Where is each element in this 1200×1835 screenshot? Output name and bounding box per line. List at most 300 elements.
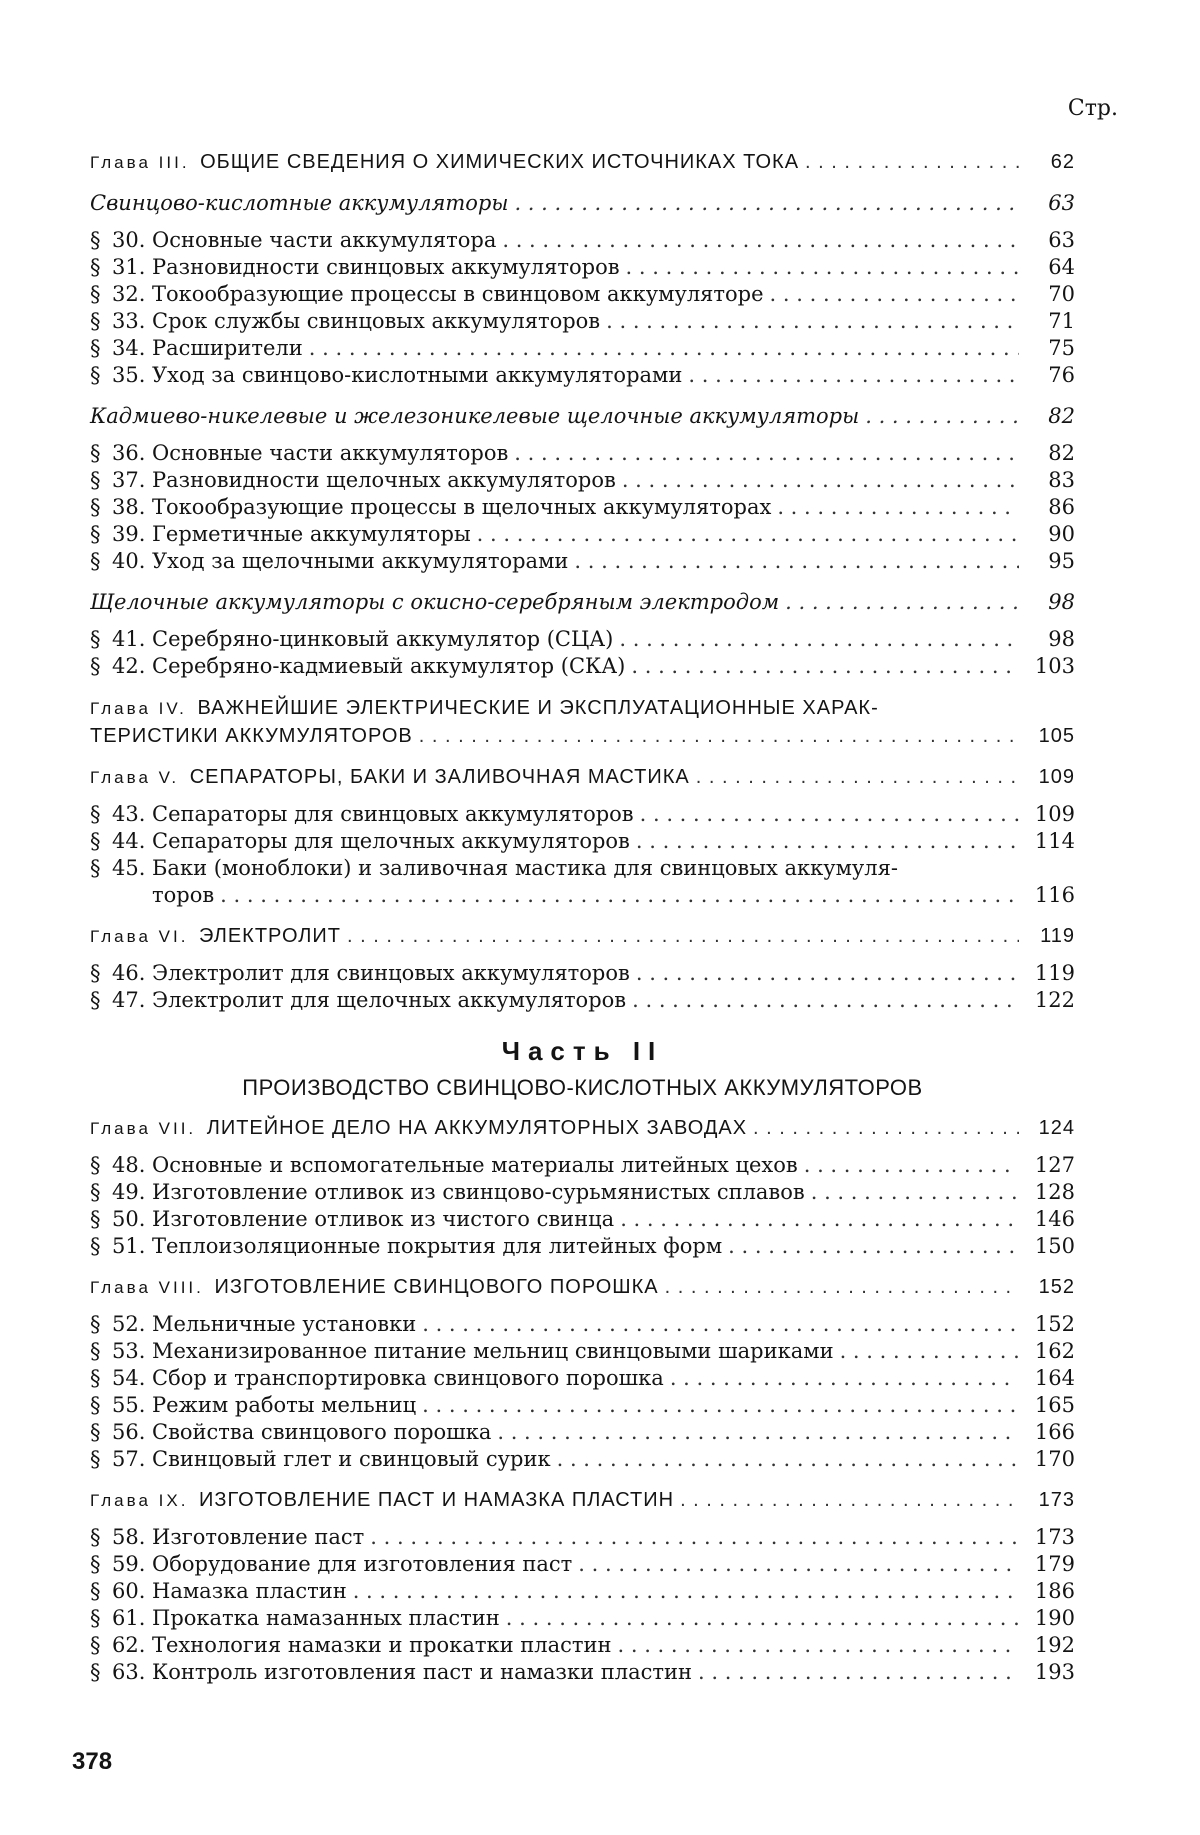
toc-page-number: 122 (1034, 988, 1075, 1012)
toc-entry-title (90, 694, 1075, 723)
toc-section-60 (90, 1578, 1075, 1605)
toc-group-lead-acid (90, 190, 1075, 217)
toc-entry-title (90, 1115, 747, 1142)
toc-entry-title: Свинцово-кислотные аккумуляторы (90, 191, 509, 215)
toc-entry-title: Разновидности свинцовых аккумуляторов (152, 255, 620, 279)
toc-entry-title: Изготовление отливок из чистого свинца (152, 1207, 615, 1231)
section-number: 50. (112, 1207, 146, 1231)
section-number: 62. (112, 1633, 146, 1657)
leader-dots (785, 589, 1019, 616)
section-number: 42. (112, 654, 146, 678)
toc-entry-title: Сепараторы для щелочных аккумуляторов (152, 829, 630, 853)
toc-page-number: 162 (1034, 1339, 1075, 1363)
toc-page-number: 170 (1034, 1447, 1075, 1471)
toc-chapter-4 (90, 694, 1075, 750)
leader-dots (636, 960, 1019, 987)
toc-entry-title: Герметичные аккумуляторы (152, 522, 471, 546)
toc-entry-title: Изготовление паст (152, 1525, 365, 1549)
toc-page-number: 124 (1038, 1117, 1075, 1139)
toc-page-number: 165 (1034, 1393, 1075, 1417)
toc-entry-title: Свинцовый глет и свинцовый сурик (152, 1447, 551, 1471)
leader-dots (347, 923, 1019, 950)
section-number: 51. (112, 1234, 146, 1258)
leader-dots (514, 440, 1019, 467)
toc-section-35 (90, 362, 1075, 389)
toc-chapter-6 (90, 923, 1075, 950)
toc-entry-title: ЭЛЕКТРОЛИТ (199, 925, 341, 947)
toc-entry-title (90, 1524, 364, 1551)
section-sign: § (90, 336, 101, 360)
toc-section-44 (90, 828, 1075, 855)
section-number: 34. (112, 336, 146, 360)
section-sign: § (90, 309, 101, 333)
leader-dots (698, 1659, 1019, 1686)
toc-entry-title (90, 653, 625, 680)
toc-entry-title (90, 1392, 416, 1419)
toc-entry-title (90, 467, 616, 494)
toc-entry-title (90, 1551, 572, 1578)
toc-entry-title: Электролит для щелочных аккумуляторов (152, 988, 627, 1012)
toc-page-number: 164 (1034, 1366, 1075, 1390)
toc-page-number: 83 (1048, 468, 1075, 492)
section-sign: § (90, 1633, 101, 1657)
toc-entry-title: Режим работы мельниц (152, 1393, 417, 1417)
toc-entry-title: Свойства свинцового порошка (152, 1420, 492, 1444)
toc-entry-title: СЕПАРАТОРЫ, БАКИ И ЗАЛИВОЧНАЯ МАСТИКА (189, 766, 690, 788)
toc-entry-title: Прокатка намазанных пластин (152, 1606, 500, 1630)
leader-dots (865, 403, 1019, 430)
toc-section-45 (90, 855, 1075, 909)
toc-entry-title (90, 1659, 692, 1686)
section-number: 43. (112, 802, 146, 826)
toc-page-number: 119 (1034, 961, 1075, 985)
toc-page-number: 63 (1048, 191, 1075, 215)
toc-page-number: 64 (1048, 255, 1075, 279)
toc-entry-title (90, 362, 682, 389)
toc-entry-title (90, 1578, 347, 1605)
toc-section-51 (90, 1233, 1075, 1260)
toc-entry-title (90, 1311, 416, 1338)
leader-dots (728, 1233, 1019, 1260)
toc-page-number: 152 (1038, 1276, 1075, 1298)
chapter-label: Глава V. (90, 768, 180, 787)
toc-section-49 (90, 1179, 1075, 1206)
toc-entry-title: Щелочные аккумуляторы с окисно-серебряным электродом (90, 590, 780, 614)
section-sign: § (90, 1525, 101, 1549)
toc-section-63 (90, 1659, 1075, 1686)
toc-chapter-9 (90, 1487, 1075, 1514)
section-sign: § (90, 961, 101, 985)
toc-page-number: 193 (1034, 1660, 1075, 1684)
leader-dots (422, 1392, 1019, 1419)
section-sign: § (90, 802, 101, 826)
toc-page-number: 82 (1048, 404, 1075, 428)
leader-dots (631, 653, 1019, 680)
toc-entry-title (90, 335, 303, 362)
toc-page-number: 192 (1034, 1633, 1075, 1657)
chapter-label: Глава III. (90, 153, 190, 172)
section-number: 55. (112, 1393, 146, 1417)
section-number: 44. (112, 829, 146, 853)
page-column-label: Стр. (1067, 96, 1118, 121)
toc-entry-title (90, 1179, 805, 1206)
toc-section-57 (90, 1446, 1075, 1473)
leader-dots (422, 1311, 1019, 1338)
toc-page-number: 109 (1038, 766, 1075, 788)
toc-entry-title (90, 1487, 674, 1514)
leader-dots (626, 254, 1019, 281)
leader-dots (840, 1338, 1019, 1365)
section-number: 32. (112, 282, 146, 306)
toc-page-number: 90 (1048, 522, 1075, 546)
toc-entry-title: Расширители (152, 336, 303, 360)
section-sign: § (90, 1447, 101, 1471)
toc-page-number: 146 (1034, 1207, 1075, 1231)
toc-entry-title: Уход за щелочными аккумуляторами (152, 549, 569, 573)
leader-dots (670, 1365, 1019, 1392)
section-sign: § (90, 468, 101, 492)
toc-section-30 (90, 227, 1075, 254)
toc-section-55 (90, 1392, 1075, 1419)
toc-section-61 (90, 1605, 1075, 1632)
toc-section-33 (90, 308, 1075, 335)
toc-section-47 (90, 987, 1075, 1014)
leader-dots (632, 987, 1019, 1014)
section-number: 48. (112, 1153, 146, 1177)
toc-entry-title: Электролит для свинцовых аккумуляторов (152, 961, 630, 985)
leader-dots (640, 801, 1019, 828)
toc-entry-title (90, 1274, 659, 1301)
section-sign: § (90, 829, 101, 853)
toc-entry-title: ОБЩИЕ СВЕДЕНИЯ О ХИМИЧЕСКИХ ИСТОЧНИКАХ ТОКА (200, 151, 800, 173)
section-number: 57. (112, 1447, 146, 1471)
toc-page-number: 82 (1048, 441, 1075, 465)
toc-entry-title (90, 828, 630, 855)
toc-entry-title: Кадмиево-никелевые и железоникелевые щелочные аккумуляторы (90, 404, 860, 428)
toc-page-number: 190 (1034, 1606, 1075, 1630)
section-sign: § (90, 228, 101, 252)
toc-entry-title (90, 1419, 491, 1446)
leader-dots (696, 764, 1019, 791)
toc-section-40 (90, 548, 1075, 575)
toc-page-number: 86 (1048, 495, 1075, 519)
toc-group-nickel (90, 403, 1075, 430)
toc-page-number: 76 (1048, 363, 1075, 387)
leader-dots (804, 1152, 1019, 1179)
toc-entry-title: Основные и вспомогательные материалы литейных цехов (152, 1153, 798, 1177)
chapter-label: Глава VI. (90, 927, 189, 946)
toc-chapter-5 (90, 764, 1075, 791)
toc-entry-title (90, 521, 471, 548)
section-sign: § (90, 654, 101, 678)
toc-entry-title (90, 1152, 798, 1179)
toc-page-number: 128 (1034, 1180, 1075, 1204)
leader-dots (557, 1446, 1019, 1473)
leader-dots (309, 335, 1019, 362)
section-sign: § (90, 495, 101, 519)
toc-section-46 (90, 960, 1075, 987)
section-number: 31. (112, 255, 146, 279)
toc-entry-title: Серебряно-кадмиевый аккумулятор (СКА) (152, 654, 626, 678)
toc-entry-title: Сепараторы для свинцовых аккумуляторов (152, 802, 634, 826)
toc-page-number: 119 (1040, 925, 1075, 947)
leader-dots (770, 281, 1019, 308)
leader-dots (578, 1551, 1019, 1578)
toc-entry-title: ЛИТЕЙНОЕ ДЕЛО НА АККУМУЛЯТОРНЫХ ЗАВОДАХ (206, 1117, 748, 1139)
toc-entry-title (90, 149, 799, 176)
leader-dots (636, 828, 1019, 855)
section-number: 39. (112, 522, 146, 546)
section-number: 53. (112, 1339, 146, 1363)
toc-entry-title: Изготовление отливок из свинцово-сурьмянистых сплавов (152, 1180, 805, 1204)
toc-entry-title: ВАЖНЕЙШИЕ ЭЛЕКТРИЧЕСКИЕ И ЭКСПЛУАТАЦИОННЫЕ ХАРАК- (197, 697, 879, 719)
toc-page-number: 173 (1038, 1489, 1075, 1511)
toc-section-37 (90, 467, 1075, 494)
section-sign: § (90, 1180, 101, 1204)
leader-dots (574, 548, 1019, 575)
toc-section-62 (90, 1632, 1075, 1659)
leader-dots (753, 1115, 1019, 1142)
toc-page-number: 116 (1034, 883, 1075, 907)
toc-page-number: 103 (1034, 654, 1075, 678)
leader-dots (370, 1524, 1019, 1551)
toc-entry-title: Основные части аккумулятора (152, 228, 497, 252)
toc-page-number: 179 (1034, 1552, 1075, 1576)
section-number: 58. (112, 1525, 146, 1549)
toc-entry-title: Сбор и транспортировка свинцового порошка (152, 1366, 664, 1390)
toc-section-38 (90, 494, 1075, 521)
toc-entry-title: Теплоизоляционные покрытия для литейных форм (152, 1234, 723, 1258)
section-number: 40. (112, 549, 146, 573)
toc-section-52 (90, 1311, 1075, 1338)
leader-dots (606, 308, 1019, 335)
section-sign: § (90, 282, 101, 306)
toc-page-number: 105 (1038, 725, 1075, 747)
toc-entry-title: Разновидности щелочных аккумуляторов (152, 468, 616, 492)
section-sign: § (90, 522, 101, 546)
toc-entry-title (90, 960, 630, 987)
toc-entry-title: 45. (112, 856, 146, 880)
section-number: 56. (112, 1420, 146, 1444)
toc-entry-title: Токообразующие процессы в щелочных аккумуляторах (152, 495, 772, 519)
toc-entry-title (90, 1206, 614, 1233)
toc-entry-title (90, 882, 1075, 909)
section-number: 59. (112, 1552, 146, 1576)
toc-page-number: 109 (1034, 802, 1075, 826)
section-sign: § (90, 1552, 101, 1576)
leader-dots (514, 190, 1019, 217)
toc-section-54 (90, 1365, 1075, 1392)
section-number: 47. (112, 988, 146, 1012)
toc-entry-title: Баки (моноблоки) и заливочная мастика для свинцовых аккумуля- (152, 856, 898, 880)
section-sign: § (90, 1339, 101, 1363)
leader-dots (220, 882, 1019, 909)
toc-entry-title: Мельничные установки (152, 1312, 417, 1336)
section-number: 60. (112, 1579, 146, 1603)
section-number: 46. (112, 961, 146, 985)
section-number: 33. (112, 309, 146, 333)
toc-page-number: 63 (1048, 228, 1075, 252)
toc-page-number: 75 (1048, 336, 1075, 360)
toc-page-number: 95 (1048, 549, 1075, 573)
toc-page-number: 186 (1034, 1579, 1075, 1603)
toc-section-53 (90, 1338, 1075, 1365)
toc-section-43 (90, 801, 1075, 828)
chapter-label: Глава IV. (90, 699, 187, 718)
toc-entry-title: Основные части аккумуляторов (152, 441, 509, 465)
section-sign: § (90, 1153, 101, 1177)
toc-section-58 (90, 1524, 1075, 1551)
section-sign: § (90, 1393, 101, 1417)
section-number: 54. (112, 1366, 146, 1390)
leader-dots (502, 227, 1019, 254)
section-sign: § (90, 1606, 101, 1630)
toc-entry-title: Срок службы свинцовых аккумуляторов (152, 309, 601, 333)
leader-dots (680, 1487, 1019, 1514)
toc-entry-title (90, 626, 613, 653)
toc-entry-title (90, 1446, 551, 1473)
section-sign: § (90, 856, 101, 880)
section-sign: § (90, 441, 101, 465)
toc-entry-title: Контроль изготовления паст и намазки пластин (152, 1660, 693, 1684)
toc-page-number: 150 (1034, 1234, 1075, 1258)
toc-entry-title (90, 1365, 664, 1392)
section-sign: § (90, 1420, 101, 1444)
leader-dots (497, 1419, 1019, 1446)
toc-section-39 (90, 521, 1075, 548)
toc-entry-title (90, 308, 600, 335)
toc-entry-title: ИЗГОТОВЛЕНИЕ СВИНЦОВОГО ПОРОШКА (214, 1276, 659, 1298)
toc-entry-title: ТЕРИСТИКИ АККУМУЛЯТОРОВ (90, 725, 413, 747)
leader-dots (688, 362, 1019, 389)
toc-section-34 (90, 335, 1075, 362)
toc-page-number: 62 (1050, 151, 1075, 173)
toc-section-41 (90, 626, 1075, 653)
toc-page-number: 114 (1034, 829, 1075, 853)
leader-dots (622, 467, 1019, 494)
section-sign: § (90, 363, 101, 387)
toc-entry-title (90, 254, 620, 281)
toc-section-59 (90, 1551, 1075, 1578)
toc-entry-title (90, 1632, 612, 1659)
leader-dots (620, 1206, 1019, 1233)
toc-entry-title (90, 227, 496, 254)
toc-entry-title (90, 281, 764, 308)
toc-chapter-3 (90, 149, 1075, 176)
part-title: ПРОИЗВОДСТВО СВИНЦОВО-КИСЛОТНЫХ АККУМУЛЯТОРОВ (242, 1075, 923, 1100)
toc-page-number: 166 (1034, 1420, 1075, 1444)
toc-entry-title: Механизированное питание мельниц свинцовыми шариками (152, 1339, 834, 1363)
toc-entry-title (90, 1233, 722, 1260)
toc-entry-title (90, 923, 341, 950)
toc-page-number: 152 (1034, 1312, 1075, 1336)
leader-dots (618, 1632, 1020, 1659)
toc-entry-title (90, 440, 508, 467)
toc-page-number: 127 (1034, 1153, 1075, 1177)
toc-entry-title: Оборудование для изготовления паст (152, 1552, 573, 1576)
toc-entry-title: торов (152, 883, 215, 907)
section-sign: § (90, 988, 101, 1012)
section-sign: § (90, 1207, 101, 1231)
section-number: 63. (112, 1660, 146, 1684)
chapter-label: Глава IX. (90, 1491, 189, 1510)
section-sign: § (90, 255, 101, 279)
section-sign: § (90, 1234, 101, 1258)
section-number: 49. (112, 1180, 146, 1204)
toc-page-number: 98 (1048, 590, 1075, 614)
toc-page-number: 71 (1048, 309, 1075, 333)
section-sign: § (90, 627, 101, 651)
toc-chapter-7 (90, 1115, 1075, 1142)
toc-entry-title: Токообразующие процессы в свинцовом аккумуляторе (152, 282, 764, 306)
section-number: 36. (112, 441, 146, 465)
leader-dots (477, 521, 1019, 548)
part-heading: Часть II (501, 1036, 664, 1066)
toc-page-number: 98 (1048, 627, 1075, 651)
toc-section-50 (90, 1206, 1075, 1233)
toc-entry-title: Уход за свинцово-кислотными аккумуляторами (152, 363, 683, 387)
leader-dots (619, 626, 1019, 653)
toc-entry-title (90, 987, 626, 1014)
toc-entry-title: Намазка пластин (152, 1579, 347, 1603)
toc-entry-title (90, 1338, 834, 1365)
leader-dots (777, 494, 1019, 521)
toc-entry-title (90, 764, 690, 791)
section-sign: § (90, 1660, 101, 1684)
toc-page-number: 173 (1034, 1525, 1075, 1549)
section-number: 30. (112, 228, 146, 252)
section-number: 52. (112, 1312, 146, 1336)
toc-entry-title: Серебряно-цинковый аккумулятор (СЦА) (152, 627, 614, 651)
section-number: 37. (112, 468, 146, 492)
leader-dots (353, 1578, 1019, 1605)
toc-entry-title (90, 494, 771, 521)
toc-section-56 (90, 1419, 1075, 1446)
section-number: 35. (112, 363, 146, 387)
toc-section-48 (90, 1152, 1075, 1179)
toc-entry-title (90, 723, 1075, 750)
toc-entry-title (90, 1605, 500, 1632)
toc-section-36 (90, 440, 1075, 467)
chapter-label: Глава VII. (90, 1119, 197, 1138)
toc-chapter-8 (90, 1274, 1075, 1301)
toc-section-32 (90, 281, 1075, 308)
leader-dots (419, 723, 1019, 750)
toc-section-31 (90, 254, 1075, 281)
section-number: 38. (112, 495, 146, 519)
toc-section-42 (90, 653, 1075, 680)
toc-entry-title: ИЗГОТОВЛЕНИЕ ПАСТ И НАМАЗКА ПЛАСТИН (199, 1489, 675, 1511)
toc-entry-title (90, 855, 1075, 882)
section-sign: § (90, 549, 101, 573)
leader-dots (506, 1605, 1019, 1632)
section-number: 61. (112, 1606, 146, 1630)
section-sign: § (90, 1312, 101, 1336)
leader-dots (805, 149, 1019, 176)
section-sign: § (90, 1366, 101, 1390)
section-number: 41. (112, 627, 146, 651)
leader-dots (811, 1179, 1019, 1206)
chapter-label: Глава VIII. (90, 1278, 204, 1297)
toc-entry-title (90, 548, 568, 575)
section-sign: § (90, 1579, 101, 1603)
toc-group-silver (90, 589, 1075, 616)
toc-page-number: 70 (1048, 282, 1075, 306)
table-of-contents (90, 135, 1075, 1686)
toc-entry-title: Технология намазки и прокатки пластин (152, 1633, 612, 1657)
page-number: 378 (72, 1748, 113, 1775)
toc-entry-title (90, 801, 634, 828)
